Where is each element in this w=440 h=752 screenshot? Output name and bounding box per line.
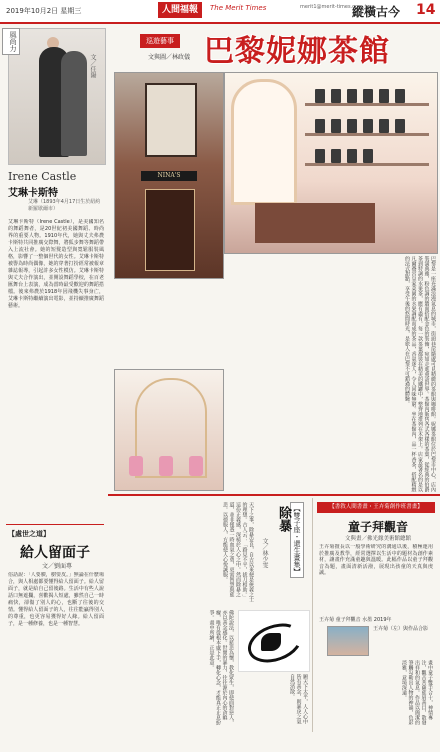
tea-room-seating-photo (114, 369, 224, 491)
art-body-continued: 畫中童子雙手合十，神情專注，觀音菩薩慈眉善目，散發出祥和的氣息。作品以簡潔的筆觸勾勒出人物的神韻，色彩淡雅，意境深遠。 (401, 660, 433, 725)
feature-title: 巴黎妮娜茶館 (204, 34, 390, 69)
art-title: 童子拜觀音 (347, 520, 408, 534)
essay-tag: 【處世之道】 (8, 530, 50, 538)
article-body: 艾琳卡斯特（Irene Castle），是美國知名的舞蹈舞者，是20世紀初美國舞蹈、時尚界的重要人物。1910年代，她與丈夫弗農卡斯特共同推廣交際舞，將狐步舞等舞蹈帶入上流社會。她的短髮造型與寬鬆服裝風格，影響了一整個世代的女性。艾琳卡斯特被譽為時尚偶像，她的穿著打扮經常被報章雜誌報導，引起許多女性模仿。艾琳卡斯特與丈夫合作演出，並開設舞蹈學校，在百老匯舞台上表演，成為當時最受歡迎的舞蹈搭檔。後來弗農於1918年因飛機失事身亡，艾琳卡斯特繼續演出電影，並持續推廣舞蹈藝術。 (8, 219, 104, 309)
ink-painting (238, 610, 310, 672)
poem-tag: 【雙子座・還生畫集】 (290, 502, 304, 578)
art-meta: 王卉菊 童子拜觀音 水墨 2019年 (319, 617, 392, 623)
feature-byline: 文與圖／林政儀 (148, 54, 191, 61)
divider (6, 524, 104, 525)
tea-shop-interior-photo (224, 72, 438, 254)
newspaper-logo-en: The Merit Times (210, 4, 267, 12)
divider (108, 494, 440, 496)
column-author: 文／任陽 (89, 54, 96, 78)
feature-body: 巴黎是一座充滿浪漫氣息的城市，街頭巷尾隨處可見精緻的茶館與咖啡館。妮娜茶館位於巴黎市中心，店內裝潢典雅，粉色調的牆面搭配金色的裝飾，宛如走進童話世界。茶館內販售各式各樣的茶葉，從經典的伯爵茶到特調的水果茶，應有盡有。每一款茶葉都裝在精美的鐵罐中，整齊地排列在木架上。店家最著名的是以凡爾賽宮皇家菜園的水果調配而成的茶品，香氣迷人，令人回味無窮。坐在茶館內，品一杯香茶，搭配精緻的法式甜點，享受午後的悠閒時光，是旅人在巴黎不可錯過的體驗。 (404, 256, 436, 492)
art-banner: 【書敘人間書畫・王卉菊創作班書畫】 (317, 502, 435, 513)
poem-body-continued: 佛陀說法，以慈悲為懷，教化眾生，即使面對惡人，亦以善念感化。世間的暴力，往往源於內心的貪瞋癡，唯有從根本處下手，轉化心念，才能真正止息紛爭。畫中所繪，正是此意。 (208, 610, 234, 725)
article-title-en: Irene Castle (8, 170, 77, 183)
art-author: 文與畫／佛光緣美術館總館 (344, 536, 411, 542)
column-tag: 風尚力 (2, 28, 20, 55)
poem-body: 天下之事，除暴安良，自古以來便是俠義之士的理想。古人云：「路見不平，拔刀相助。」這份正義感，深植於人心之中。然而除暴之道，並非僅憑一時血氣之勇，更需智慧與慈悲。以德服人，方能使人心悅誠服。 (222, 502, 254, 602)
essay-author: 文／劉面專 (42, 563, 73, 570)
poem-article (110, 498, 310, 732)
art-body: 王卉菊擅長以一般學術研究的溝通以後，積極運用於推廣及教學，經常選擇以生活中的題材為創作素材，讓畫作充滿童趣與溫暖。此幅作品以童子拜觀音為題，畫面清新活潑，展現出孩童的天真與虔誠。 (319, 544, 433, 576)
feature-article (110, 24, 440, 494)
contact-email: merit1@merit-times.com.tw (300, 4, 371, 10)
poem-title: 除暴 (276, 506, 291, 532)
artist-photo (327, 626, 369, 656)
poem-author: 文／林少雯 (261, 538, 268, 568)
feature-tag: 巡遊藝事 (140, 34, 180, 48)
essay-body: 俗話說：「人要臉，樹要皮。」無論在什麼場合，與人相處都要懂得給人留面子。給人留面子，就是給自己留後路。生活中有些人說話口無遮攔，喜歡揭人短處，雖然自己一時痛快，卻傷了別人的心，也斷了往後的交情。懂得給人留面子的人，往往能贏得別人的尊重，也更容易獲得好人緣。給人留面子，是一種修養，也是一種智慧。 (8, 572, 104, 627)
artist-photo-caption: 王卉菊（左）與作品合影 (373, 626, 429, 632)
art-article (312, 498, 439, 732)
irene-castle-photo (8, 28, 106, 165)
newspaper-logo: 人間福報 (158, 2, 202, 18)
tea-house-storefront-photo (114, 72, 224, 279)
page-number: 14 (416, 2, 436, 18)
photo-caption: 艾琳（1893年4月17日生於紐約新羅歇爾市） (28, 199, 101, 212)
section-title: 縱橫古今 (352, 5, 401, 19)
issue-date: 2019年10月2日 星期三 (6, 7, 82, 15)
page-header (0, 0, 440, 24)
essay-title: 給人留面子 (20, 545, 90, 561)
article-title-zh: 艾琳卡斯特 (8, 188, 58, 199)
storefront-sign: NINA'S (141, 171, 197, 181)
left-column (2, 24, 106, 732)
poem-body-end: 願天下太平，人人心中皆有善念，則暴戾之氣自然消散。 (289, 674, 308, 724)
